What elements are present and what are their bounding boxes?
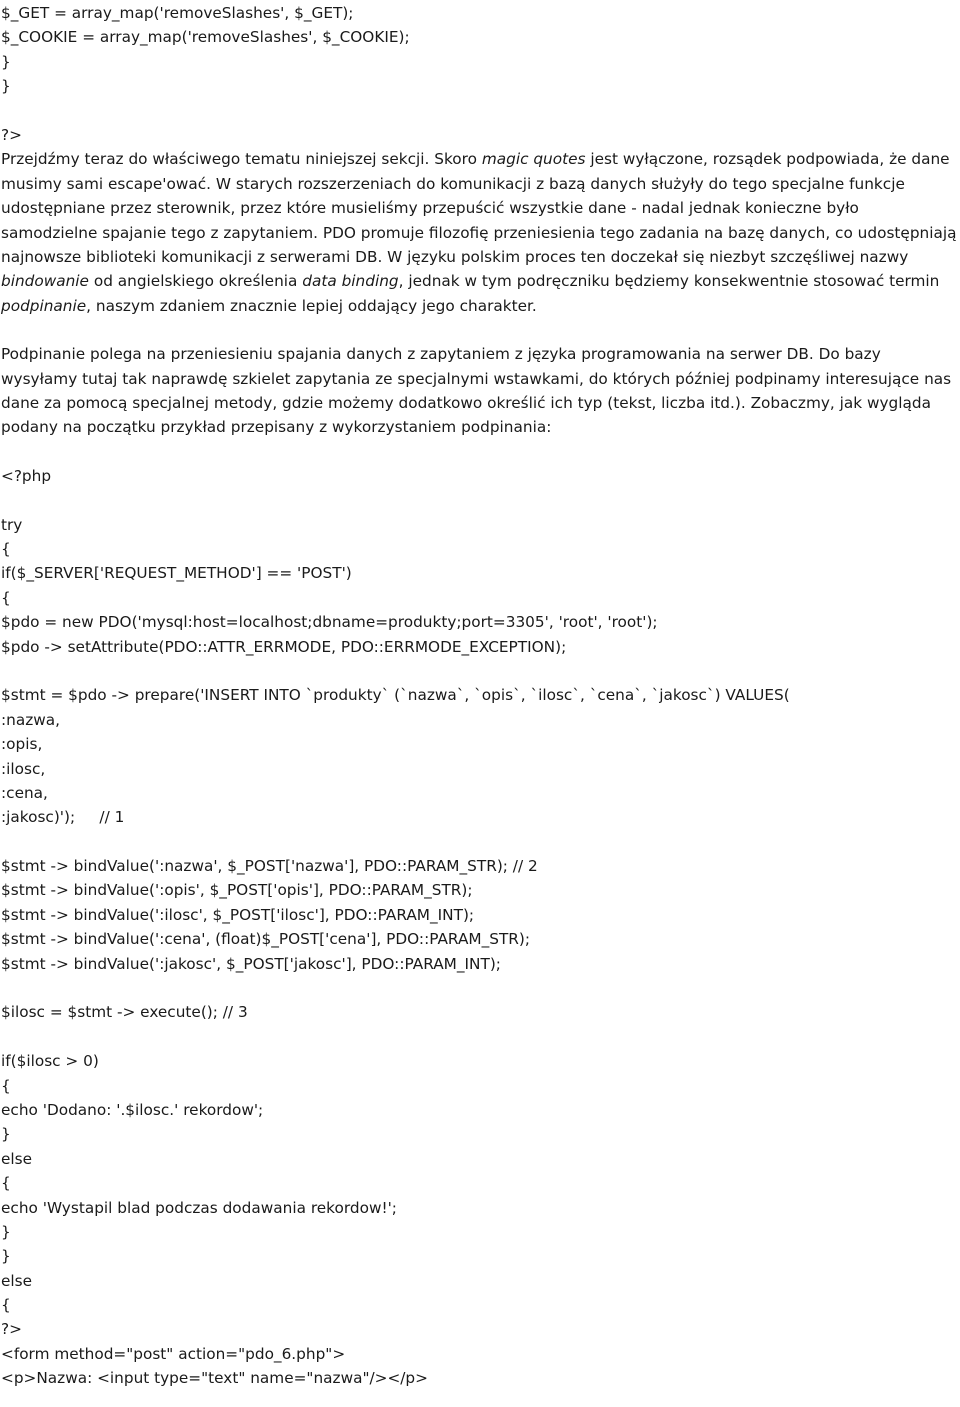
code-block-top [0, 1, 960, 147]
code-line: $_COOKIE = array_map('removeSlashes', $_COOKIE); [1, 28, 410, 47]
code-line: <form method="post" action="pdo_6.php"> [1, 1344, 346, 1363]
para1-emphasis-podpinanie: podpinanie [1, 296, 87, 315]
code-line: $_GET = array_map('removeSlashes', $_GET); [1, 4, 354, 22]
code-line: else [1, 1149, 33, 1168]
code-line: if($ilosc > 0) [1, 1052, 99, 1071]
code-line: <p>Nazwa: <input type="text" name="nazwa"/></p> [1, 1369, 428, 1388]
code-line: $stmt = $pdo -> prepare('INSERT INTO `produkty` (`nazwa`, `opis`, `ilosc`, `cena`, `jakosc`) VALUES( [1, 686, 790, 705]
code-line: else [1, 1271, 33, 1290]
code-line: $stmt -> bindValue(':jakosc', $_POST['jakosc'], PDO::PARAM_INT); [1, 954, 501, 973]
code-line: } [1, 77, 11, 96]
para1-text-4: , jednak w tym podręczniku będziemy konsekwentnie stosować termin [398, 272, 940, 291]
code-line: $stmt -> bindValue(':ilosc', $_POST['ilosc'], PDO::PARAM_INT); [1, 905, 475, 924]
para1-text-5: , naszym zdaniem znacznie lepiej oddający jego charakter. [86, 296, 537, 315]
code-line: } [1, 52, 11, 71]
code-line: $stmt -> bindValue(':opis', $_POST['opis'], PDO::PARAM_STR); [1, 881, 473, 900]
code-line: if($_SERVER['REQUEST_METHOD'] == 'POST') [1, 564, 352, 583]
code-line: :cena, [1, 783, 48, 802]
code-line: } [1, 1125, 11, 1144]
code-line: { [1, 588, 11, 607]
code-line: } [1, 1222, 11, 1241]
para1-text-3: od angielskiego określenia [88, 272, 303, 291]
code-line: :jakosc)'); // 1 [1, 808, 125, 827]
code-line: :nazwa, [1, 710, 60, 729]
code-line: try [1, 515, 23, 534]
code-line: $stmt -> bindValue(':cena', (float)$_POST['cena'], PDO::PARAM_STR); [1, 930, 531, 949]
code-line: { [1, 1174, 11, 1193]
code-line [0, 830, 960, 854]
code-line: { [1, 1296, 11, 1315]
paragraph-binding: Podpinanie polega na przeniesieniu spajania danych z zapytaniem z języka programowania na serwer DB. Do bazy wysyłamy tutaj tak naprawdę szkielet zapytania ze specjalnymi wstawkami, do których później podpinamy interesujące nas dane za pomocą specjalnej metody, gdzie możemy dodatkowo określić ich typ (tekst, liczba itd.). Zobaczmy, jak wygląda podany na początku przykład przepisany z wykorzystaniem podpinania: [1, 345, 952, 437]
para1-emphasis-data-binding: data binding [302, 272, 399, 291]
code-line: { [1, 539, 11, 558]
code-line: $pdo -> setAttribute(PDO::ATTR_ERRMODE, PDO::ERRMODE_EXCEPTION); [1, 637, 567, 656]
code-line: ?> [1, 125, 22, 144]
code-line [0, 659, 960, 683]
para1-emphasis-magic-quotes: magic quotes [481, 150, 586, 169]
code-line [0, 976, 960, 1000]
para1-emphasis-bindowanie: bindowanie [1, 272, 89, 291]
code-line [0, 1025, 960, 1049]
paragraph-intro [0, 147, 960, 318]
code-line [0, 99, 960, 123]
code-line: <?php [1, 466, 52, 485]
code-block-main [0, 464, 960, 1391]
code-line: ?> [1, 1320, 22, 1339]
code-line [0, 488, 960, 512]
code-line: $pdo = new PDO('mysql:host=localhost;dbname=produkty;port=3305', 'root', 'root'); [1, 613, 658, 632]
para1-text-2: jest wyłączone, rozsądek podpowiada, że dane musimy sami escape'ować. W starych rozszerzeniach do komunikacji z bazą danych służyły do tego specjalne funkcje udostępniane przez sterownik, przez które musieliśmy przepuścić wszystkie dane - nadal jednak konieczne było samodzielne spajanie tego z zapytaniem. PDO promuje filozofię przeniesienia tego zadania na bazę danych, co udostępniają najnowsze biblioteki komunikacji z serwerami DB. W języku polskim proces ten doczekał się niezbyt szczęśliwej nazwy [1, 150, 957, 266]
code-line: :ilosc, [1, 759, 46, 778]
code-line: echo 'Dodano: '.$ilosc.' rekordow'; [1, 1100, 264, 1119]
code-line: :opis, [1, 735, 43, 754]
code-line: { [1, 1076, 11, 1095]
para1-text-1: Przejdźmy teraz do właściwego tematu niniejszej sekcji. Skoro [1, 150, 482, 169]
code-line: $stmt -> bindValue(':nazwa', $_POST['nazwa'], PDO::PARAM_STR); // 2 [1, 857, 538, 876]
code-line: $ilosc = $stmt -> execute(); // 3 [1, 1003, 248, 1022]
code-line: echo 'Wystapil blad podczas dodawania rekordow!'; [1, 1198, 397, 1217]
code-line: } [1, 1247, 11, 1266]
